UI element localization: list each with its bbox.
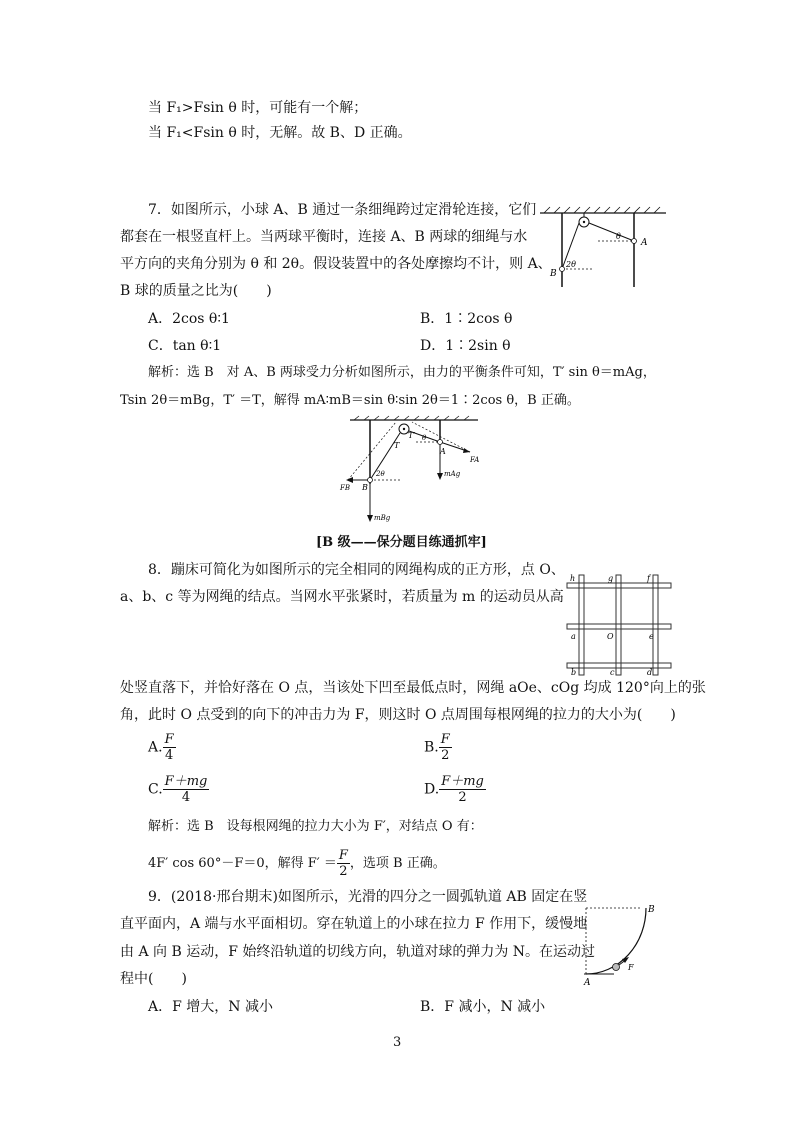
q8-stem-line-1: 8．蹦床可简化为如图所示的完全相同的网绳构成的正方形，点 O、 bbox=[148, 562, 565, 578]
q8-analysis-denominator: 2 bbox=[339, 864, 348, 879]
q9-option-b: B．F 减小，N 减小 bbox=[420, 999, 546, 1015]
q8-option-d-denominator: 2 bbox=[458, 790, 467, 805]
net-label-b: b bbox=[571, 668, 577, 677]
page-number: 3 bbox=[393, 1035, 402, 1050]
q8-analysis-line-2: 4F′ cos 60°－F＝0，解得 F′ ＝ $\frac{F}{2}$ ，选项 B 正确。 bbox=[148, 848, 446, 879]
q9-option-a: A．F 增大，N 减小 bbox=[148, 999, 273, 1015]
q7-option-c: C．tan θ∶1 bbox=[148, 338, 222, 354]
arc-label-b: B bbox=[648, 905, 655, 915]
q7-stem-line-1: 7．如图所示，小球 A、B 通过一条细绳跨过定滑轮连接，它们 bbox=[148, 202, 537, 218]
q9-stem-line-4: 程中( ) bbox=[120, 971, 187, 987]
q7-option-b: B．1∶2cos θ bbox=[420, 311, 513, 327]
q8-option-b-denominator: 2 bbox=[441, 748, 450, 763]
q8-option-d-numerator: F＋mg bbox=[441, 774, 484, 789]
fig1-label-b: B bbox=[550, 269, 557, 279]
q8-stem-line-3: 处竖直落下，并恰好落在 O 点，当该处下凹至最低点时，网绳 aOe、cOg 均成 120°向上的张 bbox=[120, 680, 706, 696]
fig1-2theta-label: 2θ bbox=[566, 260, 576, 269]
q8-option-c-numerator: F＋mg bbox=[164, 774, 208, 789]
net-label-c: c bbox=[610, 668, 615, 677]
fig2-label-b: B bbox=[362, 483, 368, 492]
fig2-label-fb: FB bbox=[340, 484, 351, 492]
q8-option-a-denominator: 4 bbox=[164, 748, 174, 763]
net-label-a: a bbox=[571, 632, 576, 641]
fig2-label-fa: FA bbox=[470, 456, 480, 464]
q9-arc-figure bbox=[580, 902, 660, 988]
net-label-h: h bbox=[570, 574, 576, 583]
q7-pulley-figure bbox=[538, 203, 668, 289]
fig1-label-a: A bbox=[641, 238, 648, 248]
q7-option-d: D．1∶2sin θ bbox=[420, 338, 511, 354]
q8-stem-line-2: a、b、c 等为网绳的结点。当网水平张紧时，若质量为 m 的运动员从高 bbox=[120, 589, 564, 605]
fig2-2theta-label: 2θ bbox=[376, 470, 385, 478]
prev-analysis-line-1: 当 F₁>Fsin θ 时，可能有一个解； bbox=[148, 100, 368, 116]
q8-option-b: B. $\frac{F}{2}$ bbox=[424, 732, 450, 763]
fig1-theta-label: θ bbox=[616, 232, 621, 241]
net-label-g: g bbox=[608, 574, 614, 583]
q8-option-b-numerator: F bbox=[440, 732, 450, 747]
fig2-label-mag: mAg bbox=[444, 470, 461, 478]
fig2-label-t-prime: T′ bbox=[408, 431, 416, 440]
q8-option-a-numerator: F bbox=[164, 732, 174, 747]
q8-net-figure bbox=[563, 571, 675, 677]
q9-stem-line-2: 直平面内，A 端与水平面相切。穿在轨道上的小球在拉力 F 作用下，缓慢地 bbox=[120, 916, 588, 932]
q8-option-c: C. $\frac{F+mg}{4}$ bbox=[148, 774, 208, 805]
prev-analysis-line-2: 当 F₁<Fsin θ 时，无解。故 B、D 正确。 bbox=[148, 125, 412, 141]
q8-option-d: D. $\frac{F+mg}{2}$ bbox=[424, 774, 484, 805]
q7-option-a: A．2cos θ∶1 bbox=[148, 311, 230, 327]
fig2-label-t: T bbox=[394, 441, 400, 450]
q9-stem-line-3: 由 A 向 B 运动，F 始终沿轨道的切线方向，轨道对球的弹力为 N。在运动过 bbox=[120, 944, 596, 960]
fig2-theta-label: θ bbox=[422, 434, 427, 442]
q7-analysis-line-2: Tsin 2θ＝mBg，T′ ＝T，解得 mA∶mB＝sin θ∶sin 2θ＝1∶2cos θ，B 正确。 bbox=[120, 393, 580, 408]
q8-option-a: A. $\frac{F}{4}$ bbox=[148, 732, 174, 763]
net-label-o: O bbox=[607, 632, 614, 641]
q8-analysis-line-1: 解析：选 B 设每根网绳的拉力大小为 F′，对结点 O 有： bbox=[148, 819, 483, 834]
fig2-label-mbg: mBg bbox=[374, 514, 391, 522]
arc-label-f: F bbox=[628, 963, 634, 972]
arc-label-a: A bbox=[584, 978, 591, 988]
q7-stem-line-2: 都套在一根竖直杆上。当两球平衡时，连接 A、B 两球的细绳与水 bbox=[120, 229, 528, 245]
net-label-d: d bbox=[647, 668, 653, 677]
q7-analysis-line-1: 解析：选 B 对 A、B 两球受力分析如图所示，由力的平衡条件可知，T′ sin θ＝mAg， bbox=[148, 365, 656, 380]
q8-stem-line-4: 角，此时 O 点受到的向下的冲击力为 F，则这时 O 点周围每根网绳的拉力的大小为( ) bbox=[120, 707, 676, 723]
fig2-label-a: A bbox=[440, 447, 446, 456]
q7-force-analysis-figure bbox=[336, 414, 496, 526]
net-label-f: f bbox=[647, 574, 650, 583]
q9-stem-line-1: 9．(2018·邢台期末)如图所示，光滑的四分之一圆弧轨道 AB 固定在竖 bbox=[148, 889, 588, 905]
q7-stem-line-4: B 球的质量之比为( ) bbox=[120, 283, 272, 299]
section-title: [B 级——保分题目练通抓牢] bbox=[316, 535, 487, 550]
net-label-e: e bbox=[649, 632, 654, 641]
q8-analysis-numerator: F bbox=[338, 848, 348, 863]
q8-option-c-denominator: 4 bbox=[181, 790, 191, 805]
q7-stem-line-3: 平方向的夹角分别为 θ 和 2θ。假设装置中的各处摩擦均不计，则 A、 bbox=[120, 256, 552, 272]
